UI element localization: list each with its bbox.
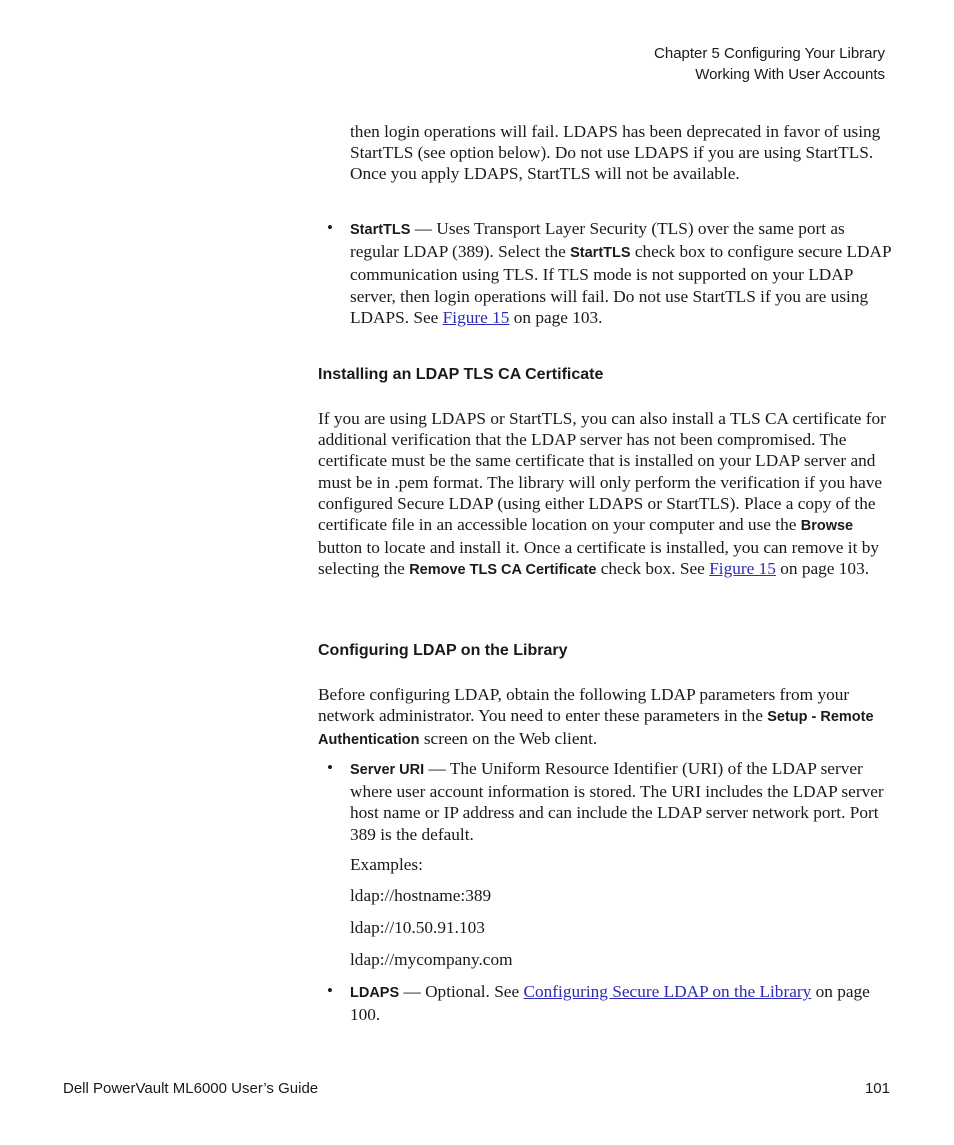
ldaps-item <box>350 981 895 1025</box>
footer-page-number: 101 <box>864 1080 890 1097</box>
bullet-ldaps: • <box>327 981 333 1000</box>
header-section: Working With User Accounts <box>695 66 885 83</box>
server-uri-text: The Uniform Resource Identifier (URI) of the LDAP server where user account information is stored. The URI includes the LDAP server host name or IP address and can include the LDAP server network port. Port 389 is the default. <box>350 759 884 844</box>
config-text-2: screen on the Web client. <box>419 729 598 749</box>
examples-label: Examples: <box>350 855 423 874</box>
configuring-secure-ldap-link[interactable]: Configuring Secure LDAP on the Library <box>523 982 812 1001</box>
figure-15-link[interactable]: Figure 15 <box>709 559 776 579</box>
bullet-server-uri: • <box>327 758 333 777</box>
starttls-dash: — <box>410 219 437 238</box>
tls-text-2: button to locate and install it. Once a certificate is installed, you can remove it by selecting the <box>318 538 879 579</box>
setup-remote-authentication-term: Setup - Remote Authentication <box>318 709 874 749</box>
example-uri: ldap://10.50.91.103 <box>350 918 485 937</box>
starttls-term: StartTLS <box>350 222 411 238</box>
tls-text-1: If you are using LDAPS or StartTLS, you can also install a TLS CA certificate for additional verification that the LDAP server has not been compromised. The certificate must be the same certificate that is installed on your LDAP server and must be in .pem format. The library will only perform the verification if you have configured Secure LDAP (using either LDAPS or StartTLS). Place a copy of the certificate file in an accessible location on your computer and use the <box>318 409 886 535</box>
example-uri: ldap://mycompany.com <box>350 950 513 969</box>
starttls-ui-term: StartTLS <box>570 245 631 262</box>
remove-tls-ca-certificate-term: Remove TLS CA Certificate <box>409 562 597 579</box>
running-header <box>654 43 885 85</box>
browse-term: Browse <box>800 518 854 535</box>
ldaps-term: LDAPS <box>350 985 400 1001</box>
server-uri-dash: — <box>424 759 450 778</box>
ldaps-dash: — <box>399 982 426 1001</box>
configuring-ldap-paragraph <box>318 684 893 752</box>
server-uri-item <box>350 758 895 845</box>
heading-configuring-ldap: Configuring LDAP on the Library <box>318 642 568 659</box>
starttls-text-3: on page 103. <box>509 307 603 327</box>
tls-certificate-paragraph <box>318 408 893 582</box>
starttls-text-2: check box to configure secure LDAP communication using TLS. If TLS mode is not supported on your LDAP server, then login operations will fail. Do not use StartTLS if you are using LDAPS. See <box>350 242 891 327</box>
tls-text-4: on page 103. <box>775 559 870 579</box>
starttls-item <box>350 218 895 328</box>
ldaps-continuation-paragraph: then login operations will fail. LDAPS has been deprecated in favor of using StartTLS (see option below). Do not use LDAPS if you are using StartTLS. Once you apply LDAPS, StartTLS will not be available. <box>350 122 881 184</box>
heading-installing-tls-ca-certificate: Installing an LDAP TLS CA Certificate <box>318 366 604 383</box>
starttls-text-1: Uses Transport Layer Security (TLS) over the same port as regular LDAP (389). Select the <box>350 219 845 262</box>
bullet-starttls: • <box>327 218 333 237</box>
footer-guide-title: Dell PowerVault ML6000 User’s Guide <box>63 1080 319 1097</box>
header-chapter: Chapter 5 Configuring Your Library <box>654 45 885 62</box>
example-uri: ldap://hostname:389 <box>350 886 492 905</box>
server-uri-term: Server URI <box>350 762 425 778</box>
ldaps-text-2: on page 100. <box>350 982 870 1025</box>
figure-15-link[interactable]: Figure 15 <box>442 307 510 327</box>
config-text-1: Before configuring LDAP, obtain the following LDAP parameters from your network administrator. You need to enter these parameters in the <box>318 685 850 726</box>
tls-text-3: check box. See <box>596 559 710 579</box>
ldaps-text-1: Optional. See <box>425 982 524 1001</box>
